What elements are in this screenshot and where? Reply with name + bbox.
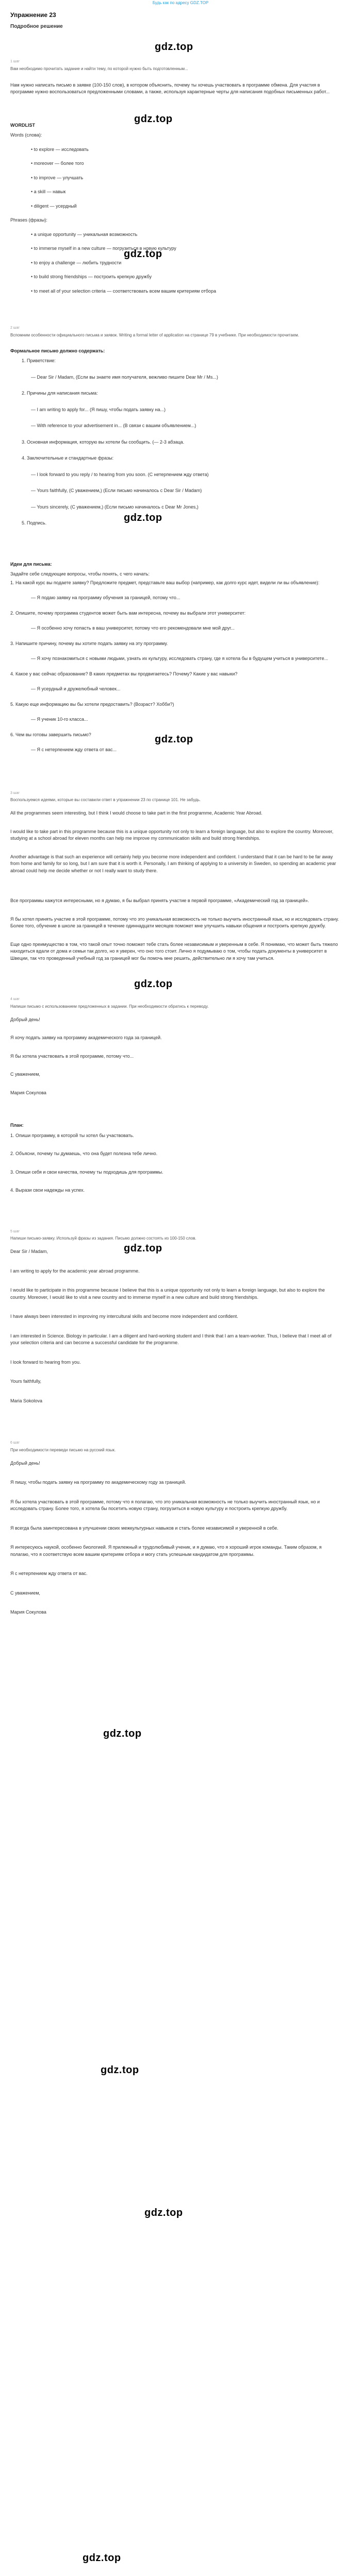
list-item: • diligent — усердный <box>31 203 77 209</box>
letter-english <box>10 1248 340 1404</box>
list-item: — Я подаю заявку на программу обучения за границей, потому что... <box>31 595 180 600</box>
list-item: Я бы хотел принять участие в этой программе, потому что это уникальная возможность не только выучить иностранный язык, но и исследовать страну. Более того, обучение в школе за границей в течение одиннадцати месяцев поможет мне улучшить навыки общения и построить крепкую дружбу. <box>10 916 339 928</box>
list-item: — I am writing to apply for... (Я пишу, чтобы подать заявку на...) <box>31 406 166 412</box>
ideas-intro: Задайте себе следующие вопросы, чтобы понять, с чего начать: <box>10 571 150 577</box>
list-item: I have always been interested in improving my intercultural skills and become more independent and confident. <box>10 1314 238 1319</box>
ideas-heading: Идеи для письма: <box>10 561 52 567</box>
list-item: Phrases (фразы): <box>10 217 47 223</box>
watermark: gdz.top <box>124 248 162 260</box>
list-item: 3. Опиши себя и свои качества, почему ты подходишь для программы. <box>10 1169 163 1175</box>
step-tag: 4 шаг <box>10 997 20 1001</box>
list-item: • to explore — исследовать <box>31 146 89 152</box>
list-item: Yours faithfully, <box>10 1379 42 1384</box>
step-tag: 2 шаг <box>10 326 20 330</box>
list-item: Я интересуюсь наукой, особенно биологией. Я прилежный и трудолюбивый ученик, и я думаю, что я хороший игрок команды. Таким образом, я полагаю, что я соответствую всем вашим критериям отбора и могу стать успешным кандидатом для программы. <box>10 1545 322 1557</box>
step-text: При необходимости переведи письмо на русский язык. <box>10 1447 116 1452</box>
list-item: — Я особенно хочу попасть в ваш университет, потому что его рекомендовали мне мой друг... <box>31 625 235 631</box>
letter-russian-draft <box>10 1016 340 1097</box>
page-title: Упражнение 23 <box>10 11 56 19</box>
list-item: Все программы кажутся интересными, но я думаю, я бы выбрал принять участие в первой программе, «Академический год за границей». <box>10 898 309 903</box>
top-banner <box>0 0 361 8</box>
list-item: I would like to participate in this programme because I believe that this is a unique opportunity not only to learn a foreign language, but also to explore the country. Moreover, I would like to visit a new country and to immerse myself in a new culture and build strong friendships. <box>10 1287 325 1300</box>
top-banner-link[interactable]: Будь как по адресу GDZ.TOP <box>152 1 209 5</box>
list-item: С уважением, <box>10 1072 40 1077</box>
list-item: Words (слова): <box>10 132 42 138</box>
watermark: gdz.top <box>155 41 193 53</box>
list-item: Я бы хотела участвовать в этой программе, потому что... <box>10 1053 134 1059</box>
watermark: gdz.top <box>101 2064 139 2076</box>
list-item: — Я ученик 10-го класса... <box>31 717 88 722</box>
list-item: 1. Приветствие: <box>22 358 56 363</box>
list-item: • a unique opportunity — уникальная возможность <box>31 231 138 237</box>
watermark: gdz.top <box>155 734 193 745</box>
list-item: 4. Какое у вас сейчас образование? В каких предметах вы продвигаетесь? Почему? Какие у вас навыки? <box>10 671 238 676</box>
list-item: Я всегда была заинтересована в улучшении своих межкультурных навыков и стать более независимой и уверенной в себе. <box>10 1525 278 1531</box>
essay-russian <box>10 897 340 962</box>
wordlist <box>10 132 340 295</box>
step-text: Вспомним особенности официального письма и заявок. Writing a formal letter of application на странице 79 в учебнике. При необходимости прочитаем. <box>10 332 300 337</box>
watermark: gdz.top <box>103 1728 142 1739</box>
essay-english <box>10 810 340 874</box>
watermark: gdz.top <box>134 978 173 990</box>
list-item: С уважением, <box>10 1590 40 1596</box>
letter-russian <box>10 1460 340 1616</box>
list-item: Dear Sir / Madam, <box>10 1249 48 1254</box>
plan-heading: Формальное письмо должно содержать: <box>10 348 105 353</box>
list-item: 2. Причины для написания письма: <box>22 391 98 396</box>
list-item: Another advantage is that such an experience will certainly help you become more independent and confident. I understand that it can be hard to be far away from home and family for so long, but I am sure that it is worth it. Personally, I am thinking of applying to a university in Sweden, so spending an academic year abroad could help me decide whether or not I really want to study there. <box>10 854 336 873</box>
step-tag: 3 шаг <box>10 791 20 795</box>
list-item: 3. Основная информация, которую вы хотели бы сообщить. (— 2-3 абзаца. <box>22 439 185 445</box>
list-item: 2. Объясни, почему ты думаешь, что она будет полезна тебе лично. <box>10 1151 158 1156</box>
list-item: I am writing to apply for the academic year abroad programme. <box>10 1268 140 1274</box>
list-item: Мария Сокулова <box>10 1090 46 1095</box>
step-tag: 6 шаг <box>10 1441 20 1445</box>
watermark: gdz.top <box>83 2552 121 2564</box>
ideas-list <box>10 580 340 754</box>
watermark: gdz.top <box>134 113 173 125</box>
list-item: — Я усердный и дружелюбный человек... <box>31 686 121 691</box>
step-tag: 5 шаг <box>10 1229 20 1233</box>
solution-subtitle: Подробное решение <box>10 24 63 29</box>
plan2-heading: План: <box>10 1123 24 1128</box>
list-item: I would like to take part in this programme because this is a unique opportunity not only to learn a foreign language, but also to explore the country. Moreover, studying at a school abroad for eleven months can help me improve my communication skills and build strong friendships. <box>10 828 334 841</box>
step-text: Воспользуемся идеями, которые вы составили ответ в упражнении 23 по странице 101. Не забудь. <box>10 798 201 802</box>
list-item: 6. Чем вы готовы завершить письмо? <box>10 732 91 737</box>
list-item: 3. Напишите причину, почему вы хотите подать заявку на эту программу. <box>10 640 168 646</box>
list-item: — Я с нетерпением жду ответа от вас... <box>31 747 117 752</box>
list-item: Я с нетерпением жду ответа от вас. <box>10 1571 88 1576</box>
list-item: I look forward to hearing from you. <box>10 1359 81 1365</box>
list-item: 5. Какую еще информацию вы бы хотели предоставить? (Возраст? Хобби?) <box>10 701 174 707</box>
list-item: Добрый день! <box>10 1016 40 1022</box>
plan2-list <box>10 1132 340 1194</box>
list-item: 1. Опиши программу, в которой ты хотел бы участвовать. <box>10 1132 134 1138</box>
plan-list <box>10 358 340 527</box>
list-item: — Dear Sir / Madam, (Если вы знаете имя получателя, вежливо пишите Dear Mr / Ms...) <box>31 374 218 380</box>
wordlist-heading: WORDLIST <box>10 122 35 128</box>
list-item: I am interested in Science. Biology in particular. I am a diligent and hard-working student and I think that I am a team-worker. Thus, I believe that I meet all of your selection criteria and can become a successful candidate for the programme. <box>10 1333 332 1345</box>
list-item: • to build strong friendships — построить крепкую дружбу <box>31 274 152 279</box>
list-item: • a skill — навык <box>31 189 66 194</box>
list-item: — Yours sincerely, (С уважением,) (Если письмо начиналось с Dear Mr Jones,) <box>31 504 199 510</box>
list-item: Добрый день! <box>10 1460 40 1466</box>
list-item: • to immerse myself in a new culture — погрузиться в новую культуру <box>31 246 176 251</box>
list-item: • to improve — улучшать <box>31 175 84 180</box>
list-item: 4. Заключительные и стандартные фразы: <box>22 455 114 461</box>
list-item: Maria Sokolova <box>10 1398 43 1403</box>
list-item: — Yours faithfully, (С уважением,) (Если письмо начиналось с Dear Sir / Madam) <box>31 488 202 493</box>
watermark: gdz.top <box>124 1243 162 1254</box>
watermark: gdz.top <box>144 2207 183 2218</box>
list-item: 4. Вырази свои надежды на успех. <box>10 1188 85 1193</box>
intro-text: Вам необходимо прочитать задание и найти тему, по которой нужно быть подготовленным... <box>10 66 188 71</box>
list-item: 2. Опишите, почему программа студентов может быть вам интересна, почему вы выбрали этот университет: <box>10 610 246 616</box>
list-item: — Я хочу познакомиться с новыми людьми, узнать их культуру, исследовать страну, где я хотела бы в будущем учиться в университете... <box>31 656 329 661</box>
content <box>10 8 340 1629</box>
list-item: Я пишу, чтобы подать заявку на программу по академическому году за границей. <box>10 1480 186 1485</box>
step-text: Напиши письмо-заявку. Используй фразы из задания. Письмо должно состоять из 100-150 слов. <box>10 1236 196 1241</box>
list-item: Мария Сокулова <box>10 1609 46 1615</box>
list-item: • moreover — более того <box>31 161 84 166</box>
step-text: Напиши письмо с использованием предложенных в задании. При необходимости обратись к переводу. <box>10 1004 209 1009</box>
task-description: Нам нужно написать письмо в заявке (100-150 слов), в котором объяснить, почему ты хочешь участвовать в программе обмена. Для участия в программе нужно воспользоваться предложенными словами, а также, используя характерные черты для написания подобных письменных работ... <box>10 82 330 94</box>
list-item: Я бы хотела участвовать в этой программе, потому что я полагаю, что это уникальная возможность не только выучить иностранный язык, но и исследовать страну. Более того, я хотела бы посетить новую страну, погрузиться в новую культуру и построить крепкую дружбу. <box>10 1499 320 1511</box>
watermark: gdz.top <box>124 512 162 523</box>
list-item: Еще одно преимущество в том, что такой опыт точно поможет тебе стать более независимым и уверенным в себе. Я понимаю, что может быть тяжело находиться вдали от дома и семьи так долго, но я уверен, что оно того стоит. Лично я подумываю о том, чтобы подать документы в университет в Швеции, так что проведенный учебный год за границей мог бы помочь мне решить, действительно ли я хочу там учиться. <box>10 941 338 961</box>
list-item: Я хочу подать заявку на программу академического года за границей. <box>10 1035 162 1040</box>
list-item: 1. На какой курс вы подаете заявку? Предложите предмет, представьте ваш выбор (например, как долго курс идет, видели ли вы объявление): <box>10 580 320 585</box>
step-tag: 1 шаг <box>10 60 20 63</box>
list-item: — I look forward to you reply / to hearing from you soon. (С нетерпением жду ответа) <box>31 471 209 477</box>
list-item: — With reference to your advertisement in... (В связи с вашим объявлением...) <box>31 423 196 428</box>
list-item: • to enjoy a challenge — любить трудности <box>31 260 122 265</box>
list-item: All the programmes seem interesting, but I think I would choose to take part in the first programme, Academic Year Abroad. <box>10 810 262 816</box>
list-item: 5. Подпись. <box>22 520 47 526</box>
list-item: • to meet all of your selection criteria — соответствовать всем вашим критериям отбора <box>31 288 216 294</box>
